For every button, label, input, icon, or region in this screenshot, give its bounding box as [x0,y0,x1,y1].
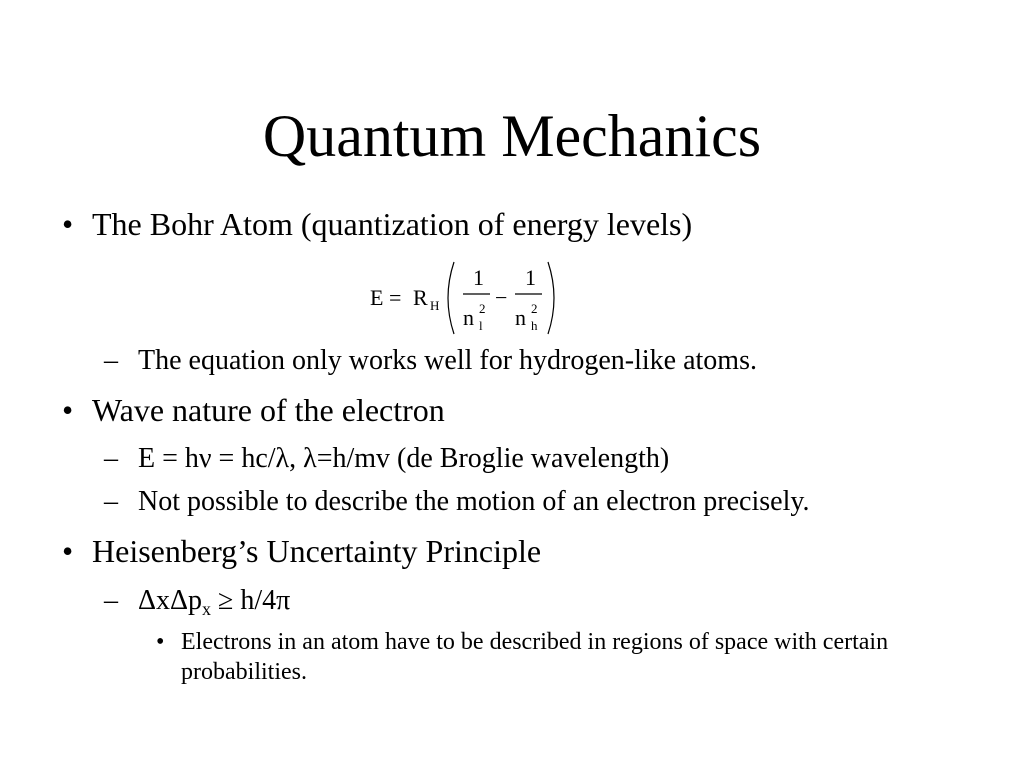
bullet-text: The Bohr Atom (quantization of energy levels) [92,206,693,242]
eq-right-paren [548,262,554,334]
dash-marker: – [104,345,118,376]
eq-minus: − [495,285,508,310]
subbullet-text: E = hν = hc/λ, λ=h/mv (de Broglie wavelength) [138,443,670,474]
eq-equals: = [389,285,402,310]
eq-frac1-exp: 2 [479,301,486,316]
bohr-equation [368,258,568,338]
eq-lhs: E [370,285,384,310]
slide-title: Quantum Mechanics [262,103,762,169]
subbullet-text: Not possible to describe the motion of an electron precisely. [138,486,810,517]
eq-frac2-den: n [515,305,526,330]
eq-frac1-sub: l [479,318,483,333]
bullet-dot: • [156,629,165,655]
eq-frac2-exp: 2 [531,301,538,316]
eq-left-paren [448,262,454,334]
dash-marker: – [104,486,118,517]
bullet-text: Wave nature of the electron [92,392,445,428]
eq-frac2-sub: h [531,318,538,333]
subbullet-text: The equation only works well for hydrogen-like atoms. [138,345,757,376]
eq-frac1-den: n [463,305,474,330]
bullet-dot: • [62,206,74,242]
subsubbullet-text: Electrons in an atom have to be described in regions of space with certain probabilities. [181,629,889,685]
dash-marker: – [104,585,118,616]
formula-post: ≥ h/4π [211,585,291,616]
eq-r-subscript: H [430,298,440,313]
bullet-text: Heisenberg’s Uncertainty Principle [92,533,542,569]
eq-frac1-num: 1 [473,265,484,290]
bullet-dot: • [62,533,74,569]
formula-subscript: x [202,599,212,619]
dash-marker: – [104,443,118,474]
eq-frac2-num: 1 [525,265,536,290]
eq-r-symbol: R [413,285,428,310]
uncertainty-formula [138,584,290,626]
bullet-dot: • [62,392,74,428]
formula-pre: ΔxΔp [138,585,203,616]
